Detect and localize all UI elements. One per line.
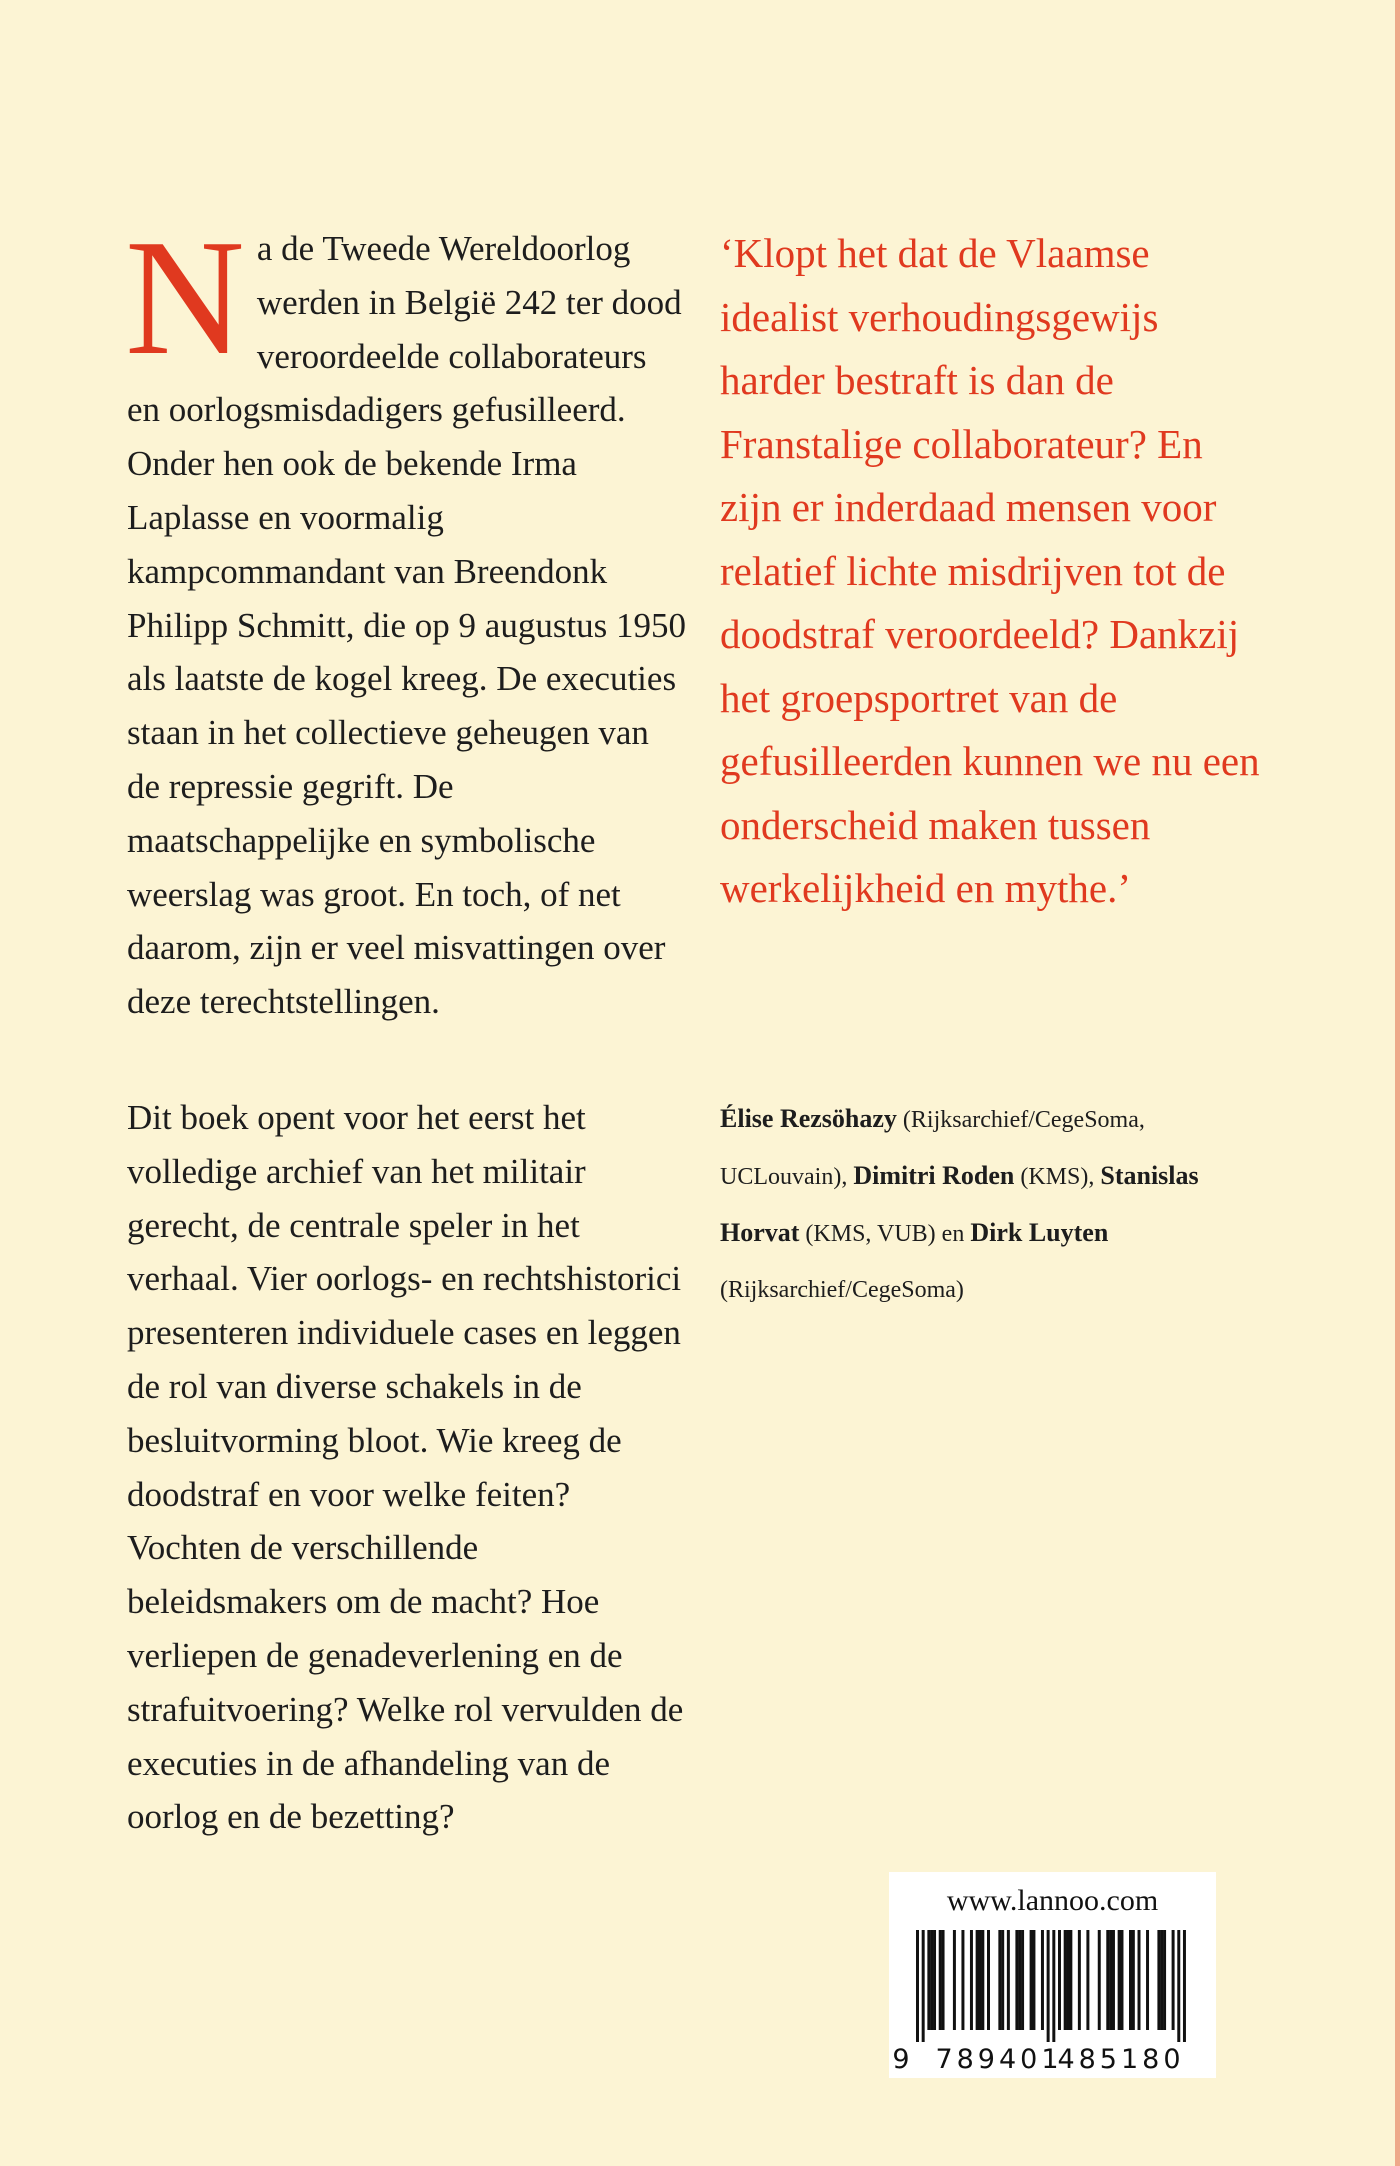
barcode-guard-bar — [1177, 1930, 1180, 2042]
barcode-bar — [1064, 1930, 1067, 2030]
barcode-bar — [1129, 1930, 1132, 2030]
publisher-url: www.lannoo.com — [946, 1884, 1159, 1917]
description-paragraph: Dit boek opent voor het eerst het volledige archief van het militair gerecht, de centrale speler in het verhaal. Vier oorlogs- en rechtshistorici presenteren individuele cases en leggen de rol van diverse schakels in de besluitvorming bloot. Wie kreeg de doodstraf en voor welke feiten? Vochten de verschillende beleidsmakers om de macht? Hoe verliepen de genadeverlening en de strafuitvoering? Welke rol vervulden de executies in de afhandeling van de oorlog en de bezetting? — [127, 1097, 684, 1837]
barcode-bar — [953, 1930, 956, 2030]
barcode-bar — [1069, 1930, 1072, 2030]
barcode-guard-bar — [916, 1930, 919, 2042]
edge-stripe — [1395, 0, 1400, 2166]
author-affiliation: (Rijksarchief/CegeSoma, UCLouvain), — [720, 1106, 1145, 1190]
barcode-bar — [978, 1930, 981, 2030]
ean-barcode — [889, 1926, 1216, 2076]
barcode-bar — [1163, 1930, 1166, 2030]
barcode-right-digits: 485180 — [1057, 2044, 1185, 2075]
barcode-guard-bar — [1047, 1930, 1050, 2042]
barcode-block — [889, 1872, 1216, 2078]
barcode-bar — [1112, 1930, 1115, 2030]
barcode-bars — [916, 1930, 1186, 2042]
barcode-bar — [939, 1930, 942, 2030]
left-column — [125, 205, 687, 1844]
author-affiliation: (KMS), — [1014, 1163, 1095, 1190]
barcode-bar — [1021, 1930, 1024, 2030]
barcode-left-digits: 789401 — [935, 2044, 1063, 2075]
intro-paragraph — [125, 205, 687, 1029]
barcode-bar — [1138, 1930, 1141, 2030]
barcode-bar — [1146, 1930, 1149, 2030]
barcode-bar — [1160, 1930, 1163, 2030]
barcode-bar — [1172, 1930, 1175, 2030]
barcode-bar — [1078, 1930, 1081, 2030]
barcode-bar — [930, 1930, 933, 2030]
author-name: Stanislas Horvat — [720, 1160, 1199, 1247]
barcode-first-digit: 9 — [892, 2044, 910, 2075]
barcode-bar — [942, 1930, 945, 2030]
barcode-bar — [1001, 1930, 1004, 2030]
barcode-bar — [1018, 1930, 1021, 2030]
barcode-bar — [1106, 1930, 1109, 2030]
pull-quote: ‘Klopt het dat de Vlaamse idealist verhoudingsgewijs harder bestraft is dan de Franstalige collaborateur? En zijn er inderdaad mensen voor relatief lichte misdrijven tot de doodstraf veroordeeld? Dankzij het groepsportret van de gefusilleerden kunnen we nu een onderscheid maken tussen werkelijkheid en mythe.’ — [720, 230, 1260, 911]
barcode-bar — [1120, 1930, 1123, 2030]
right-column — [720, 222, 1265, 1318]
dropcap-letter: N — [125, 205, 245, 389]
author-name: Dimitri Roden — [853, 1160, 1015, 1190]
barcode-bar — [933, 1930, 936, 2030]
barcode-guard-bar — [1052, 1930, 1055, 2042]
barcode-bar — [998, 1930, 1001, 2030]
barcode-bar — [1109, 1930, 1112, 2030]
barcode-guard-bar — [1183, 1930, 1186, 2042]
barcode-bar — [987, 1930, 990, 2030]
barcode-bar — [970, 1930, 973, 2030]
authors-credit — [720, 1091, 1265, 1318]
barcode-bar — [1030, 1930, 1033, 2030]
author-affiliation: (Rijksarchief/CegeSoma) — [720, 1276, 964, 1303]
author-name: Dirk Luyten — [970, 1217, 1109, 1247]
barcode-guard-bar — [922, 1930, 925, 2042]
author-name: Élise Rezsöhazy — [720, 1103, 897, 1133]
barcode-bar — [1041, 1930, 1044, 2030]
barcode-bar — [1157, 1930, 1160, 2030]
barcode-bar — [1118, 1930, 1121, 2030]
barcode-bar — [1067, 1930, 1070, 2030]
barcode-bar — [927, 1930, 930, 2030]
barcode-bar — [1098, 1930, 1101, 2030]
barcode-bar — [1032, 1930, 1035, 2030]
author-affiliation: (KMS, VUB) en — [799, 1220, 965, 1247]
barcode-bar — [1015, 1930, 1018, 2030]
barcode-bar — [1058, 1930, 1061, 2030]
barcode-bar — [1132, 1930, 1135, 2030]
barcode-bar — [1007, 1930, 1010, 2030]
barcode-bar — [981, 1930, 984, 2030]
barcode-bar — [976, 1930, 979, 2030]
barcode-bar — [961, 1930, 964, 2030]
barcode-bar — [1086, 1930, 1089, 2030]
intro-paragraph-text: a de Tweede Wereldoorlog werden in België 242 ter dood veroordeelde collaborateurs en oorlogsmisdadigers gefusilleerd. Onder hen ook de bekende Irma Laplasse en voormalig kampcommandant van Breendonk Philipp Schmitt, die op 9 augustus 1950 als laatste de kogel kreeg. De executies staan in het collectieve geheugen van de repressie gegrift. De maatschappelijke en symbolische weerslag was groot. En toch, of net daarom, zijn er veel misvattingen over deze terechtstellingen. — [127, 229, 687, 1022]
